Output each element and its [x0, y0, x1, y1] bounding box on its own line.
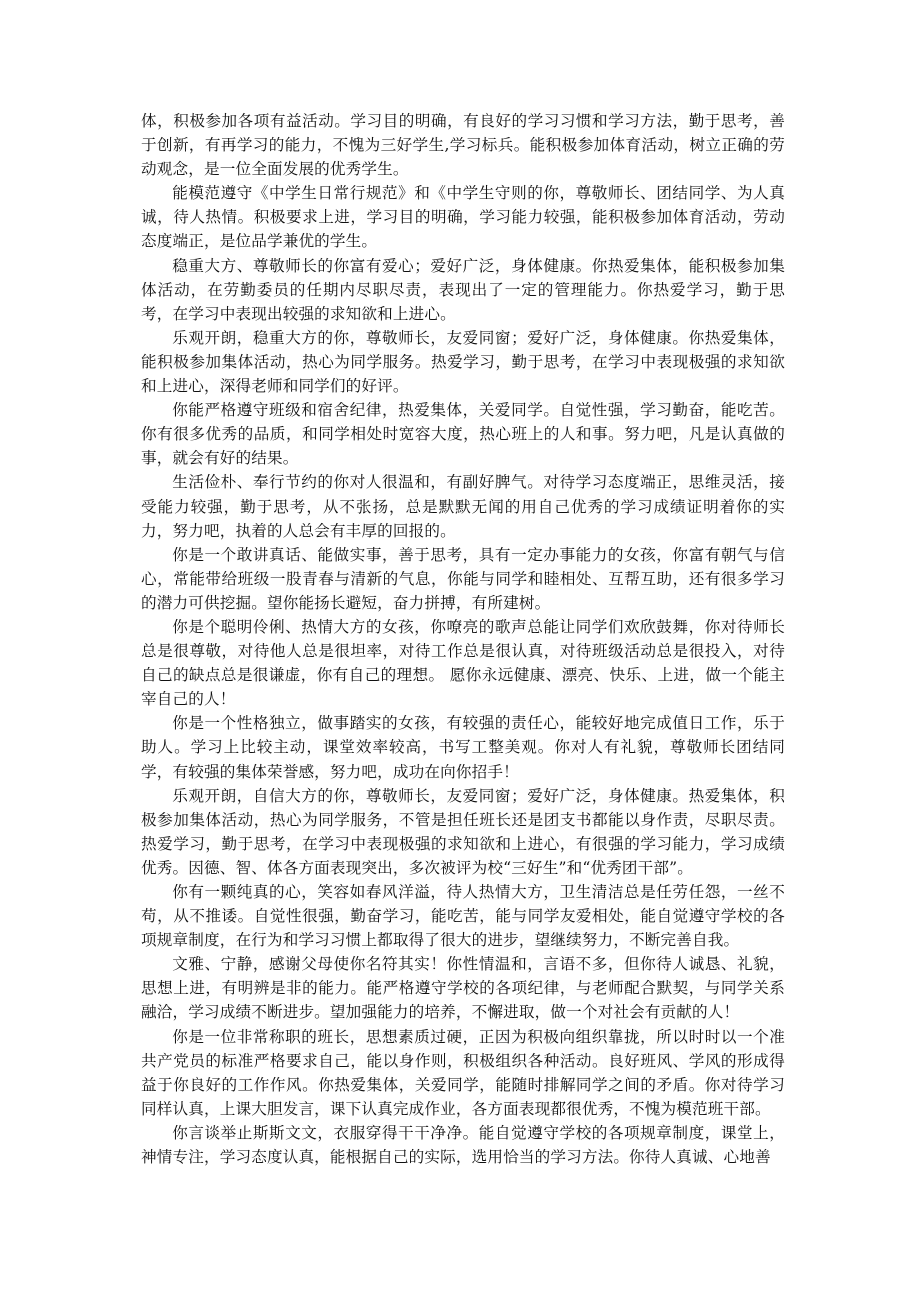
paragraph-14: 你言谈举止斯斯文文，衣服穿得干干净净。能自觉遵守学校的各项规章制度，课堂上，神情专注，学习态度认真，能根据自己的实际，选用恰当的学习方法。你待人真诚、心地善 — [141, 1123, 785, 1167]
paragraph-13: 你是一位非常称职的班长，思想素质过硬，正因为积极向组织靠拢，所以时时以一个准共产党员的标准严格要求自己，能以身作则，积极组织各种活动。良好班风、学风的形成得益于你良好的工作作风。你热爱集体，关爱同学，能随时排解同学之间的矛盾。你对待学习同样认真，上课大胆发言，课下认真完成作业，各方面表现都很优秀，不愧为模范班干部。 — [141, 1027, 785, 1118]
paragraph-5: 你能严格遵守班级和宿舍纪律，热爱集体，关爱同学。自觉性强，学习勤奋，能吃苦。你有很多优秀的品质，和同学相处时宽容大度，热心班上的人和事。努力吧，凡是认真做的事，就会有好的结果。 — [141, 401, 785, 468]
paragraph-12: 文雅、宁静，感谢父母使你名符其实！你性情温和，言语不多，但你待人诚恳、礼貌，思想上进，有明辨是非的能力。能严格遵守学校的各项纪律，与老师配合默契，与同学关系融洽，学习成绩不断进步。望加强能力的培养，不懈进取，做一个对社会有贡献的人！ — [141, 955, 785, 1022]
paragraph-3: 稳重大方、尊敬师长的你富有爱心；爱好广泛，身体健康。你热爱集体，能积极参加集体活动，在劳勤委员的任期内尽职尽责，表现出了一定的管理能力。你热爱学习，勤于思考，在学习中表现出较强的求知欲和上进心。 — [141, 256, 785, 323]
paragraph-8: 你是个聪明伶俐、热情大方的女孩，你嘹亮的歌声总能让同学们欢欣鼓舞，你对待师长总是很尊敬，对待他人总是很坦率，对待工作总是很认真，对待班级活动总是很投入，对待自己的缺点总是很谦虚，你有自己的理想。 愿你永远健康、漂亮、快乐、上进，做一个能主宰自己的人！ — [141, 617, 785, 709]
paragraph-9: 你是一个性格独立，做事踏实的女孩，有较强的责任心，能较好地完成值日工作，乐于助人。学习上比较主动，课堂效率较高，书写工整美观。你对人有礼貌，尊敬师长团结同学，有较强的集体荣誉感，努力吧，成功在向你招手！ — [141, 714, 785, 781]
paragraph-1: 体，积极参加各项有益活动。学习目的明确，有良好的学习习惯和学习方法，勤于思考，善于创新，有再学习的能力，不愧为三好学生,学习标兵。能积极参加体育活动，树立正确的劳动观念，是一位全面发展的优秀学生。 — [141, 112, 785, 179]
document-body — [141, 109, 785, 1169]
paragraph-7: 你是一个敢讲真话、能做实事，善于思考，具有一定办事能力的女孩，你富有朝气与信心，常能带给班级一股青春与清新的气息，你能与同学和睦相处、互帮互助，还有很多学习的潜力可供挖掘。望你能扬长避短，奋力拼搏，有所建树。 — [141, 545, 785, 612]
paragraph-10: 乐观开朗，自信大方的你，尊敬师长，友爱同窗；爱好广泛，身体健康。热爱集体，积极参加集体活动，热心为同学服务，不管是担任班长还是团支书都能以身作责，尽职尽责。热爱学习，勤于思考，在学习中表现极强的求知欲和上进心，有很强的学习能力，学习成绩优秀。因德、智、体各方面表现突出，多次被评为校“三好生”和“优秀团干部”。 — [141, 786, 785, 877]
paragraph-11: 你有一颗纯真的心，笑容如春风洋溢，待人热情大方，卫生清洁总是任劳任怨，一丝不苟，从不推诿。自觉性很强，勤奋学习，能吃苦，能与同学友爱相处，能自觉遵守学校的各项规章制度，在行为和学习习惯上都取得了很大的进步，望继续努力，不断完善自我。 — [141, 883, 785, 950]
paragraph-6: 生活俭朴、奉行节约的你对人很温和，有副好脾气。对待学习态度端正，思维灵活，接受能力较强，勤于思考，从不张扬，总是默默无闻的用自己优秀的学习成绩证明着你的实力，努力吧，执着的人总会有丰厚的回报的。 — [141, 473, 785, 540]
paragraph-4: 乐观开朗，稳重大方的你，尊敬师长，友爱同窗；爱好广泛，身体健康。你热爱集体，能积极参加集体活动，热心为同学服务。热爱学习，勤于思考，在学习中表现极强的求知欲和上进心，深得老师和同学们的好评。 — [141, 328, 785, 396]
paragraph-2: 能模范遵守《中学生日常行规范》和《中学生守则的你，尊敬师长、团结同学、为人真诚，待人热情。积极要求上进，学习目的明确，学习能力较强，能积极参加体育活动，劳动态度端正，是位品学兼优的学生。 — [141, 184, 785, 251]
